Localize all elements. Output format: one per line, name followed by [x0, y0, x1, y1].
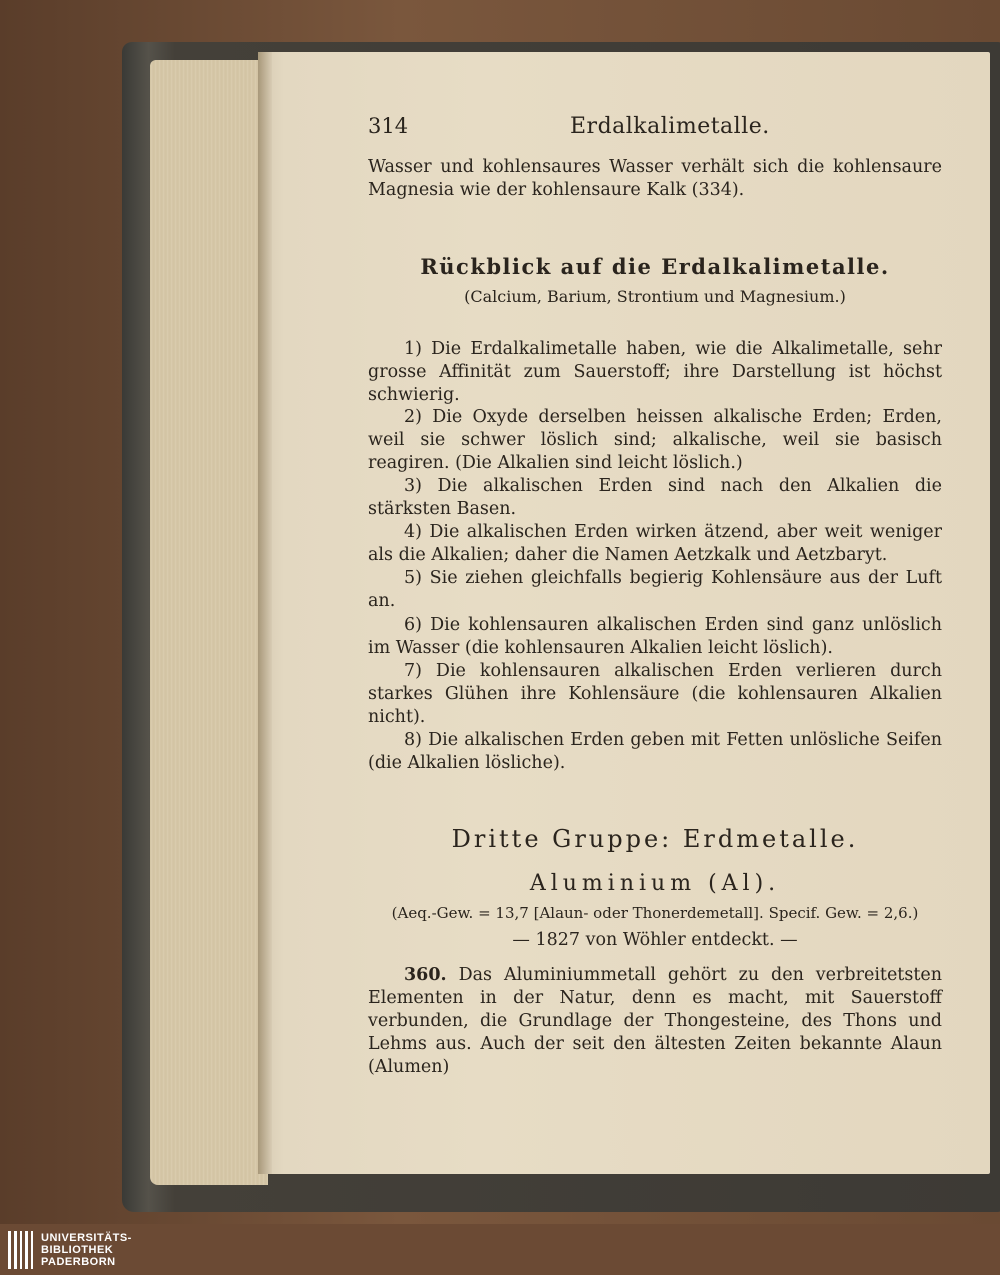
review-item-4: 4) Die alkalischen Erden wirken ätzend, aber weit weniger als die Alkalien; daher die Namen Aetzkalk und Aetzbaryt.: [368, 522, 942, 565]
element-meta: (Aeq.-Gew. = 13,7 [Alaun- oder Thonerdemetall]. Specif. Gew. = 2,6.): [391, 904, 919, 922]
review-item-8: 8) Die alkalischen Erden geben mit Fetten unlösliche Seifen (die Alkalien lösliche).: [368, 730, 942, 773]
library-logo-text: UNIVERSITÄTS- BIBLIOTHEK PADERBORN: [41, 1232, 132, 1268]
library-logo-icon: [8, 1231, 33, 1269]
discovery-line: — 1827 von Wöhler entdeckt. —: [512, 930, 798, 950]
footer-bar: [0, 1224, 1000, 1275]
section-text: Das Aluminiummetall gehört zu den verbreitetsten Elementen in der Natur, denn es macht, mit Sauerstoff verbunden, die Grundlage der Thongesteine, des Thons und Lehms aus. Auch der seit den ältesten Zeiten bekannte Alaun (Alumen): [368, 965, 942, 1077]
review-item-7: 7) Die kohlensauren alkalischen Erden verlieren durch starkes Glühen ihre Kohlensäure (die kohlensauren Alkalien nicht).: [368, 661, 942, 727]
page-number: 314: [368, 114, 409, 138]
page-gutter: [258, 52, 272, 1174]
element-title: Aluminium (Al).: [529, 871, 781, 896]
page-edges: [150, 60, 268, 1185]
review-item-2: 2) Die Oxyde derselben heissen alkalische Erden; Erden, weil sie schwer löslich sind; alkalische, weil sie basisch reagiren. (Die Alkalien sind leicht löslich.): [368, 407, 942, 473]
review-item-3: 3) Die alkalischen Erden sind nach den Alkalien die stärksten Basen.: [368, 476, 942, 519]
review-item-6: 6) Die kohlensauren alkalischen Erden sind ganz unlöslich im Wasser (die kohlensauren Alkalien leicht löslich).: [368, 615, 942, 658]
review-item-1: 1) Die Erdalkalimetalle haben, wie die Alkalimetalle, sehr grosse Affinität zum Sauerstoff; ihre Darstellung ist höchst schwierig.: [368, 339, 942, 405]
review-item-5: 5) Sie ziehen gleichfalls begierig Kohlensäure aus der Luft an.: [368, 568, 942, 611]
page-header: [360, 115, 950, 145]
running-head: Erdalkalimetalle.: [570, 114, 770, 139]
review-title: Rückblick auf die Erdalkalimetalle.: [420, 254, 890, 279]
review-subtitle: (Calcium, Barium, Strontium und Magnesium.): [464, 287, 846, 306]
intro-paragraph: Wasser und kohlensaures Wasser verhält sich die kohlensaure Magnesia wie der kohlensaure Kalk (334).: [368, 157, 942, 200]
library-logo: [8, 1230, 132, 1270]
section-number: 360.: [404, 965, 447, 985]
group-title: Dritte Gruppe: Erdmetalle.: [451, 825, 859, 853]
section-360: [368, 964, 942, 1079]
